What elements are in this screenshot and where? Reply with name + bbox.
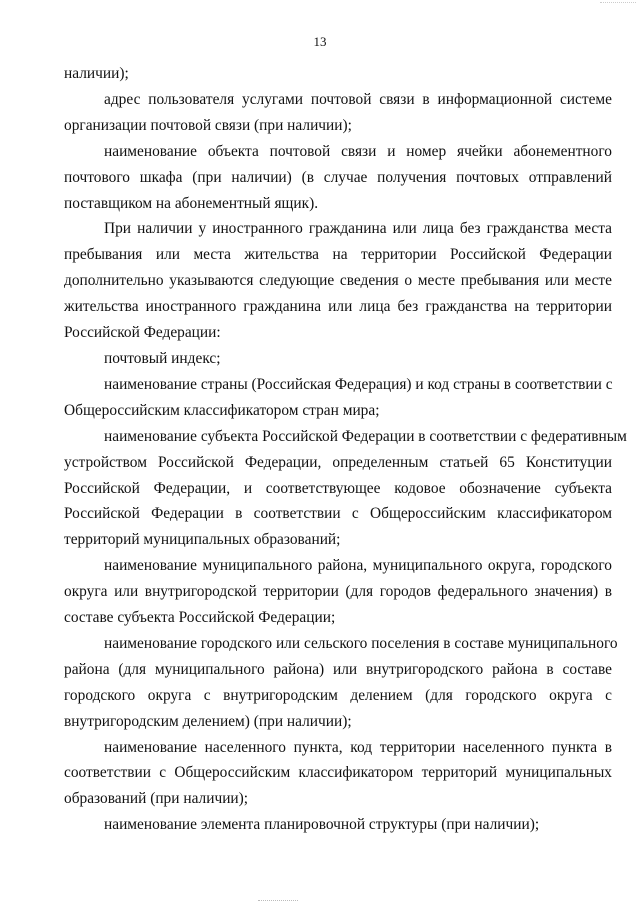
text-line: дополнительно указываются следующие сведения о месте пребывания или месте — [64, 272, 612, 290]
text-line: наименование населенного пункта, код территории населенного пункта в — [104, 738, 612, 756]
page-number: 13 — [313, 34, 327, 49]
scan-artifact-bottom — [258, 900, 298, 902]
text-line: адрес пользователя услугами почтовой связи в информационной системе — [104, 90, 612, 108]
text-line: составе субъекта Российской Федерации; — [64, 609, 336, 627]
text-line: поставщиком на абонементный ящик). — [64, 194, 319, 212]
text-line: почтовый индекс; — [104, 349, 221, 367]
text-line: Российской Федерации: — [64, 324, 221, 342]
text-line: внутригородским делением) (при наличии); — [64, 712, 352, 730]
text-line: соответствии с Общероссийским классификатором территорий муниципальных — [64, 764, 612, 782]
text-line: Российской Федерации, и соответствующее кодовое обозначение субъекта — [64, 479, 612, 497]
text-line: наименование муниципального района, муниципального округа, городского — [104, 557, 612, 575]
text-line: городского округа с внутригородским делением (для городского округа с — [64, 686, 612, 704]
document-body — [64, 61, 627, 838]
text-line: района (для муниципального района) или внутригородского района в составе — [64, 660, 612, 678]
text-line: жительства иностранного гражданина или лица без гражданства на территории — [64, 298, 612, 316]
text-line: Российской Федерации в соответствии с Общероссийским классификатором — [64, 505, 612, 523]
text-line: устройством Российской Федерации, определенным статьей 65 Конституции — [64, 453, 612, 471]
text-line: наименование субъекта Российской Федерации в соответствии с федеративным — [104, 427, 627, 445]
text-line: Общероссийским классификатором стран мира; — [64, 401, 380, 419]
text-line: наименование городского или сельского поселения в составе муниципального — [104, 634, 618, 652]
text-line: почтового шкафа (при наличии) (в случае получения почтовых отправлений — [64, 168, 612, 186]
text-line: наименование элемента планировочной структуры (при наличии); — [104, 816, 540, 834]
text-line: территорий муниципальных образований; — [64, 531, 341, 549]
text-line: наименование страны (Российская Федерация) и код страны в соответствии с — [104, 375, 613, 393]
text-line: наименование объекта почтовой связи и номер ячейки абонементного — [104, 142, 612, 160]
text-line: пребывания или места жительства на территории Российской Федерации — [64, 246, 612, 264]
scan-artifact-top — [600, 2, 636, 4]
text-line: При наличии у иностранного гражданина или лица без гражданства места — [104, 220, 612, 238]
text-line: округа или внутригородской территории (для городов федерального значения) в — [64, 583, 612, 601]
text-line: образований (при наличии); — [64, 790, 249, 808]
text-line: наличии); — [64, 65, 129, 82]
text-line: организации почтовой связи (при наличии); — [64, 116, 352, 134]
